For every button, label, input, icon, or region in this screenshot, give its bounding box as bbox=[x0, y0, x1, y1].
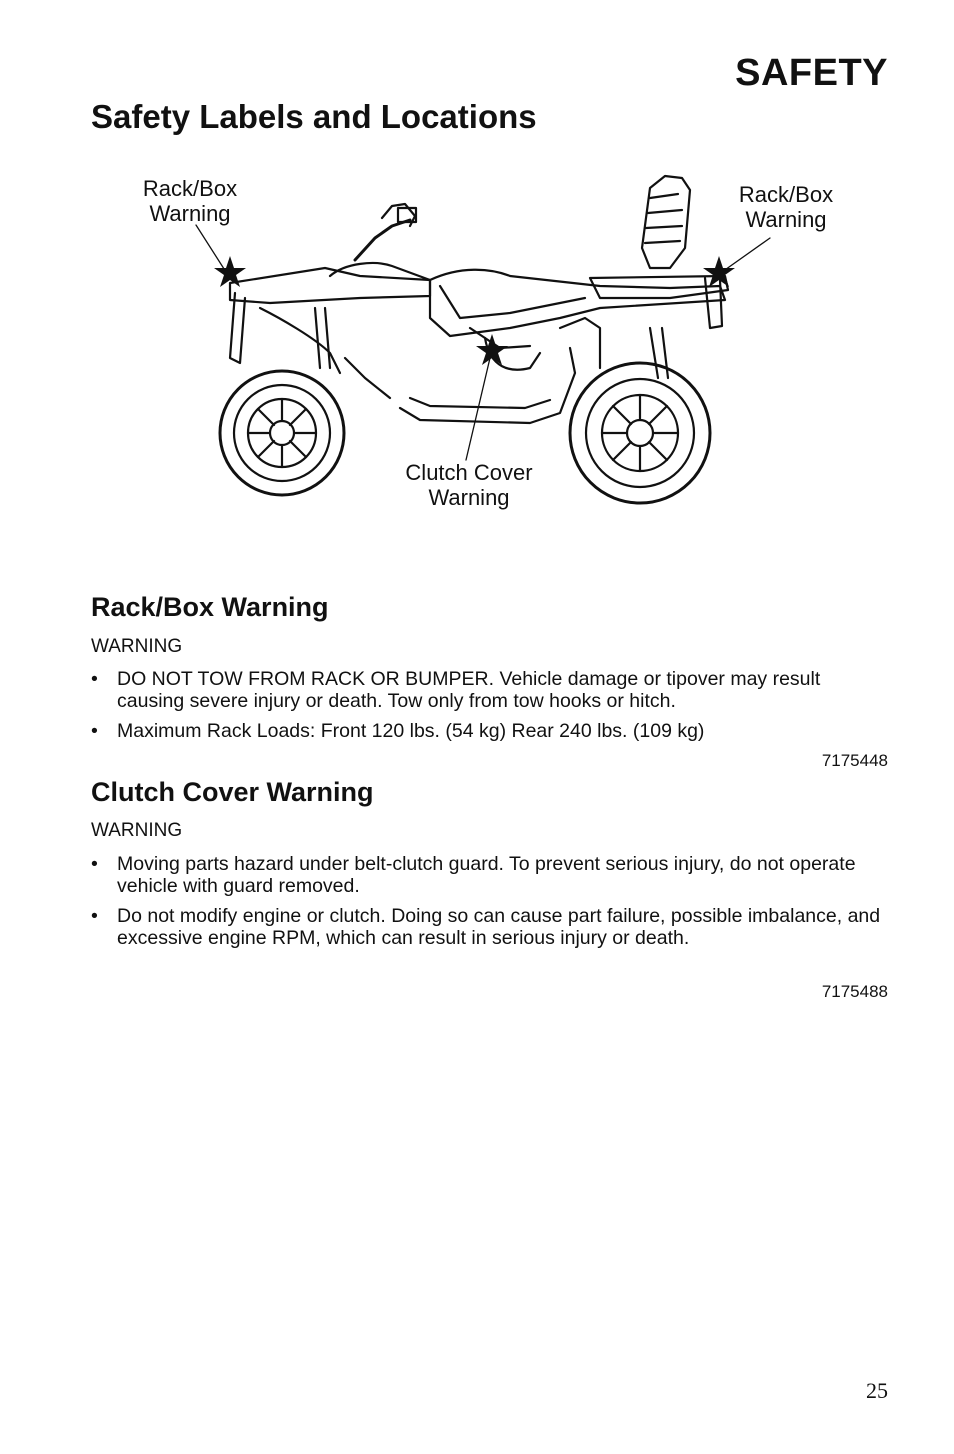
clutch-callout bbox=[385, 460, 553, 510]
rear-rack-callout bbox=[721, 182, 851, 232]
rear-rack-star bbox=[703, 256, 735, 287]
front-rack-callout bbox=[125, 176, 255, 226]
rear-wheel bbox=[570, 363, 710, 503]
clutch-cover-label-number: 7175488 bbox=[821, 982, 888, 1001]
section-title: SAFETY bbox=[735, 52, 888, 94]
clutch-cover-signal-word: WARNING bbox=[91, 820, 183, 841]
list-item: • DO NOT TOW FROM RACK OR BUMPER. Vehicle damage or tipover may result causing severe injury or death. Tow only from tow hooks or hitch. bbox=[91, 668, 891, 712]
clutch-callout-line2: Warning bbox=[428, 485, 510, 510]
front-rack-callout-line1: Rack/Box bbox=[142, 176, 238, 201]
page-number: 25 bbox=[866, 1378, 888, 1403]
clutch-cover-heading: Clutch Cover Warning bbox=[91, 777, 374, 807]
rear-rack-leader bbox=[722, 238, 770, 272]
front-rack-leader bbox=[196, 225, 226, 272]
list-item: • Do not modify engine or clutch. Doing so can cause part failure, possible imbalance, and excessive engine RPM, which can result in serious injury or death. bbox=[91, 905, 891, 949]
clutch-leader bbox=[466, 358, 490, 460]
rack-box-bullets bbox=[91, 668, 891, 750]
page-heading: Safety Labels and Locations bbox=[91, 98, 537, 135]
list-item: • Moving parts hazard under belt-clutch guard. To prevent serious injury, do not operate vehicle with guard removed. bbox=[91, 853, 891, 897]
front-rack bbox=[230, 268, 430, 303]
clutch-star bbox=[476, 334, 508, 365]
front-rack-callout-line2: Warning bbox=[149, 201, 231, 226]
seat bbox=[430, 270, 725, 336]
backrest bbox=[642, 176, 690, 268]
handlebar bbox=[355, 220, 410, 260]
clutch-callout-line1: Clutch Cover bbox=[405, 460, 533, 485]
atv-label-locations-figure bbox=[130, 168, 850, 528]
clutch-cover-bullets bbox=[91, 853, 891, 957]
rack-box-label-number: 7175448 bbox=[821, 751, 888, 770]
front-wheel bbox=[220, 371, 344, 495]
rear-rack-callout-line2: Warning bbox=[745, 207, 827, 232]
rack-box-heading: Rack/Box Warning bbox=[91, 592, 329, 622]
rear-rack-callout-line1: Rack/Box bbox=[738, 182, 834, 207]
list-item: • Maximum Rack Loads: Front 120 lbs. (54 kg) Rear 240 lbs. (109 kg) bbox=[91, 720, 891, 742]
rack-box-signal-word: WARNING bbox=[91, 636, 183, 657]
